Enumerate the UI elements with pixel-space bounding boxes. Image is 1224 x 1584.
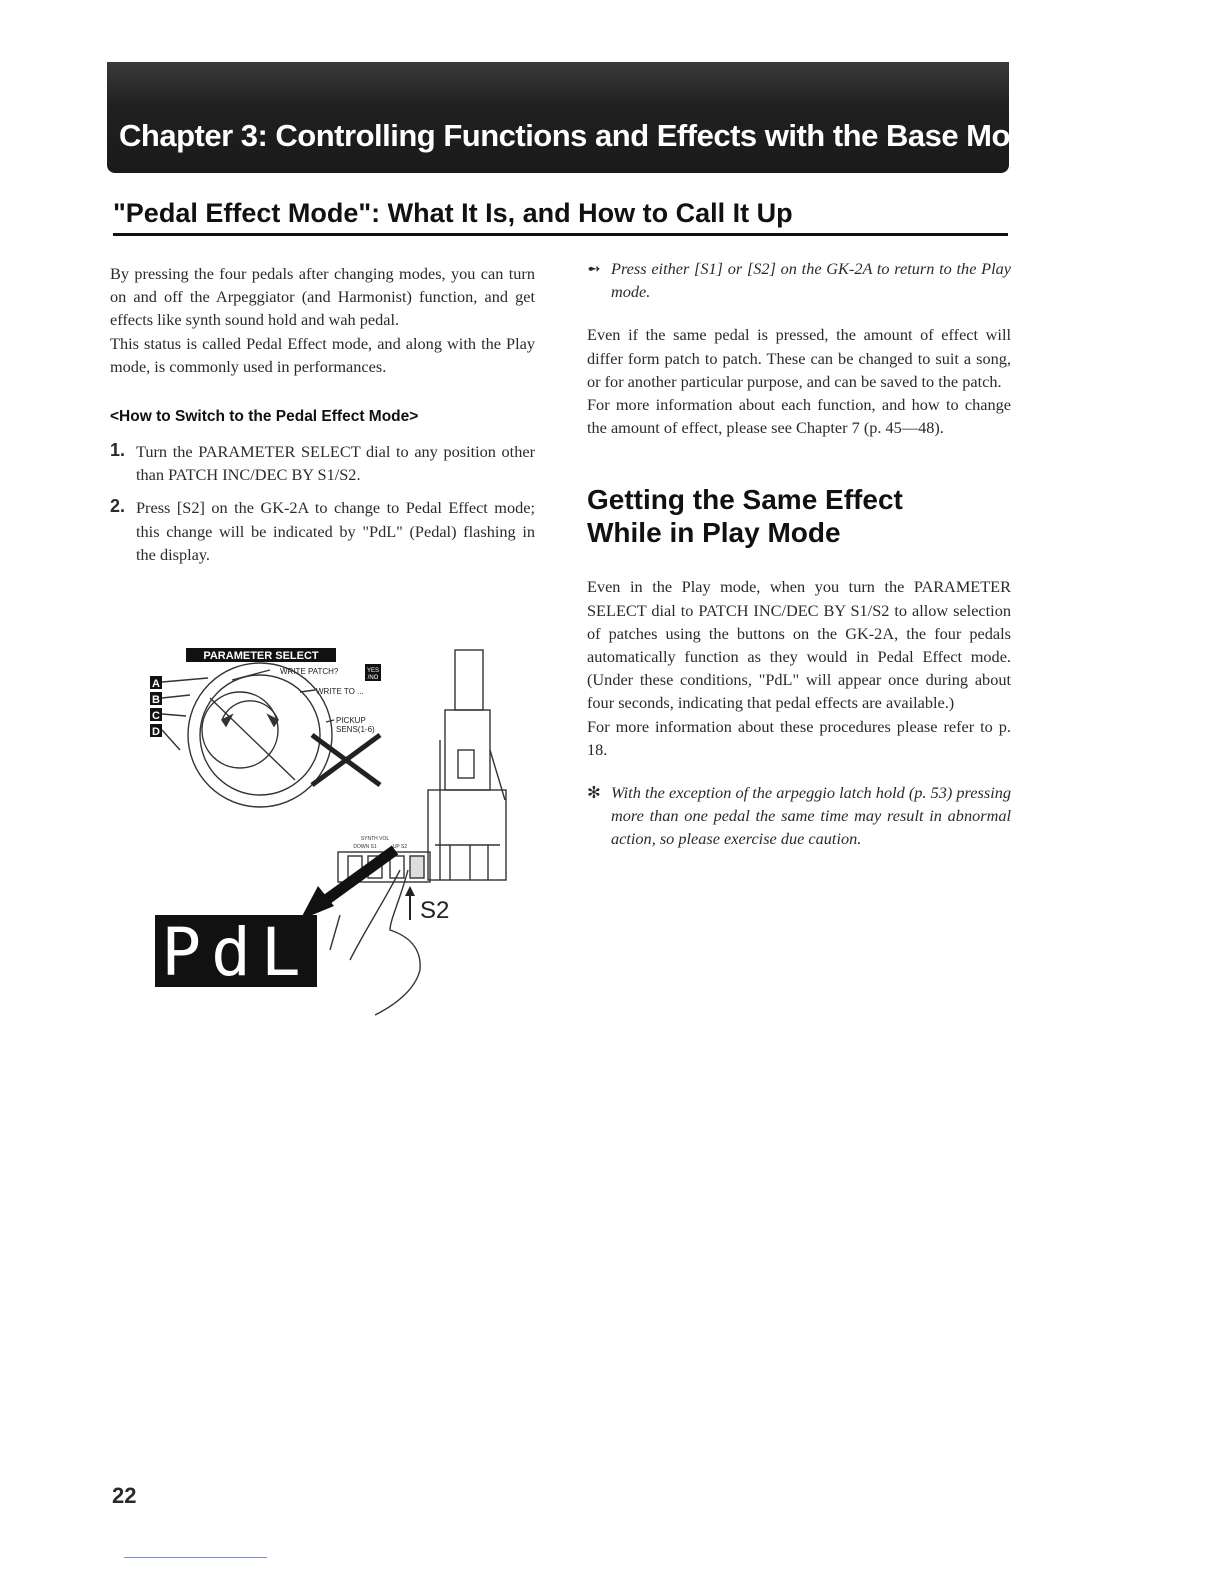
return-note (587, 257, 1011, 303)
steps-list (110, 440, 535, 566)
no-label: /NO (367, 675, 379, 681)
s2-label: S2 (420, 897, 450, 924)
pickup-label: PICKUP (336, 716, 366, 725)
return-note-text: Press either [S1] or [S2] on the GK-2A to return to the Play mode. (611, 259, 1011, 302)
yes-label: YES (366, 668, 380, 674)
arrow-note-icon: ➻ (587, 259, 601, 278)
s2-pointer-icon (405, 886, 415, 920)
heading-line-1: Getting the Same Effect (587, 484, 903, 516)
synth-vol-label: SYNTH VOL (360, 836, 390, 842)
page-number: 22 (112, 1483, 137, 1508)
bank-d-label: D (152, 726, 160, 738)
parameter-dial (162, 663, 334, 807)
status-paragraph: This status is called Pedal Effect mode, and along with the Play mode, is commonly used in performances. (110, 333, 535, 376)
bank-led-column (150, 676, 162, 738)
step-number: 2. (110, 496, 126, 517)
pedal-effect-illustration (150, 630, 520, 1020)
step-text: Press [S2] on the GK-2A to change to Pedal Effect mode; this change will be indicated by "PdL" (Pedal) flashing in the display. (136, 498, 535, 564)
play-mode-paragraph: Even in the Play mode, when you turn the PARAMETER SELECT dial to PATCH INC/DEC BY S1/S2 to allow selection of patches using the buttons on the GK-2A, the four pedals automatically function as they would in Pedal Effect mode. (Under these conditions, "PdL" will appear once during about four seconds, indicating that pedal effects are available.) (587, 577, 1011, 713)
amount-paragraph: Even if the same pedal is pressed, the amount of effect will differ form patch to patch. These can be changed to suit a song, or for another particular purpose, and can be saved to the patch. (587, 325, 1011, 391)
procedures-paragraph: For more information about these procedures please refer to p. 18. (587, 716, 1011, 759)
illustration-svg (150, 630, 520, 1020)
down-s1-label: DOWN S1 (353, 844, 377, 850)
chapter-title: Chapter 3: Controlling Functions and Effects with the Base Module Pedals (119, 118, 1177, 153)
right-column (587, 257, 1011, 851)
spacer (587, 303, 1011, 323)
bank-c-label: C (152, 710, 160, 722)
more-info-paragraph: For more information about each function, and how to change the amount of effect, please see Chapter 7 (p. 45—48). (587, 395, 1011, 438)
chapter-banner (107, 62, 1177, 173)
footer-rule (124, 1557, 267, 1558)
disabled-cross-icon (312, 735, 380, 785)
heading-line-2: While in Play Mode (587, 517, 841, 549)
caution-icon: ✻ (587, 783, 601, 803)
write-to-label: WRITE TO ... (316, 687, 364, 696)
caution-note (587, 781, 1011, 851)
display-readout: PdL (161, 914, 311, 991)
play-mode-heading (587, 483, 1011, 549)
step-text: Turn the PARAMETER SELECT dial to any position other than PATCH INC/DEC BY S1/S2. (136, 442, 535, 485)
section-title: "Pedal Effect Mode": What It Is, and How to Call It Up (113, 198, 1008, 236)
bank-b-label: B (152, 694, 160, 706)
spacer (587, 761, 1011, 781)
write-patch-label: WRITE PATCH? (280, 667, 339, 676)
gk2a-unit (428, 650, 506, 880)
pdl-display (155, 914, 317, 991)
up-s2-label: UP S2 (392, 844, 408, 850)
how-to-subheading: <How to Switch to the Pedal Effect Mode> (110, 408, 419, 426)
step-number: 1. (110, 440, 126, 461)
intro-paragraph: By pressing the four pedals after changing modes, you can turn on and off the Arpeggiator (and Harmonist) function, and get effects like synth sound hold and wah pedal. (110, 264, 535, 330)
bank-a-label: A (152, 678, 160, 690)
step-item (110, 496, 535, 566)
step-item (110, 440, 535, 486)
caution-text: With the exception of the arpeggio latch hold (p. 53) pressing more than one pedal the same time may result in abnormal action, so please exercise due caution. (611, 783, 1011, 849)
left-column (110, 262, 535, 576)
sens-label: SENS(1-6) (336, 725, 375, 734)
parameter-select-label: PARAMETER SELECT (203, 650, 319, 662)
